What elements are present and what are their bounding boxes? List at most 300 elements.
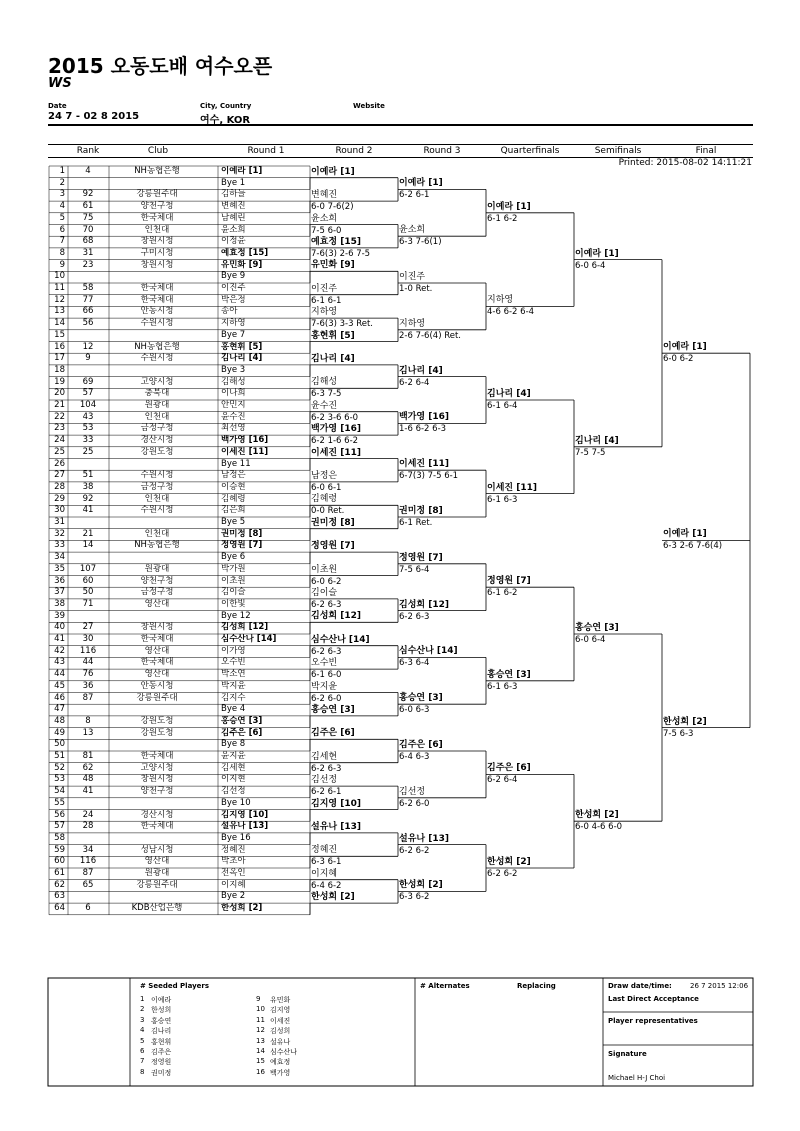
player-club: 양천구청	[140, 575, 174, 586]
player-rank: 69	[82, 376, 94, 387]
player-rank: 6	[85, 903, 91, 914]
player-rank: 61	[82, 201, 94, 212]
player-name: 박가원	[221, 563, 246, 574]
seed-player-name: 설유나	[270, 1037, 291, 1046]
player-rank: 62	[82, 762, 94, 773]
player-name: 예효정 [15]	[221, 247, 269, 258]
round3-score: 6-3 6-4	[399, 658, 430, 669]
seed-number: 1	[140, 995, 145, 1003]
draw-number: 11	[54, 283, 65, 293]
round3-player: 이세진 [11]	[399, 459, 449, 470]
round2-score: 7-6(3) 2-6 7-5	[311, 248, 371, 259]
draw-number: 63	[54, 891, 65, 902]
round2-player: 심수산나 [14]	[311, 634, 370, 645]
round3-player: 권미정 [8]	[399, 506, 443, 516]
semifinals-score: 6-0 6-4	[575, 260, 606, 271]
draw-number: 12	[54, 294, 65, 305]
player-rank: 30	[82, 634, 94, 644]
player-club: 인천대	[144, 224, 170, 235]
draw-number: 24	[54, 435, 65, 446]
player-name: 김혜령	[221, 493, 246, 504]
player-rank: 8	[85, 715, 91, 726]
seed-number: 9	[256, 995, 261, 1003]
player-rank: 41	[82, 786, 94, 797]
player-rank: 33	[82, 435, 94, 446]
round2-player: 박지윤	[311, 681, 338, 692]
round2-score: 6-1 6-0	[311, 670, 342, 681]
draw-number: 45	[54, 680, 65, 691]
round2-score: 6-3 7-5	[311, 389, 342, 400]
round2-player: 유민화 [9]	[311, 260, 355, 271]
round2-score: 6-2 6-3	[311, 646, 342, 657]
player-rank: 81	[82, 751, 94, 761]
round3-score: 2-6 7-6(4) Ret.	[399, 330, 461, 341]
player-name: 박은정	[221, 294, 246, 305]
round2-player: 이세진 [11]	[311, 447, 361, 458]
draw-number: 57	[54, 821, 65, 832]
player-rank: 14	[82, 540, 94, 551]
draw-number: 1	[59, 166, 65, 176]
player-rank: 12	[82, 341, 94, 352]
draw-number: 51	[54, 751, 65, 761]
round2-score: 6-2 6-3	[311, 599, 342, 610]
round2-player: 변혜진	[311, 190, 338, 201]
round3-score: 6-2 6-4	[399, 377, 430, 388]
player-club: 안동시청	[140, 680, 174, 691]
player-name: 김하늘	[221, 189, 246, 200]
quarterfinals-score: 6-1 6-3	[487, 494, 518, 505]
player-rank: 65	[82, 879, 94, 890]
player-rank: 57	[82, 388, 94, 399]
draw-number: 47	[54, 704, 65, 715]
player-name: 안민지	[221, 400, 246, 410]
seed-player-name: 이예라	[151, 996, 172, 1004]
player-name: Bye 10	[221, 797, 251, 808]
player-name: 김선정	[221, 786, 246, 797]
player-name: 김성희 [12]	[221, 622, 269, 633]
seed-player-name: 홍승연	[151, 1016, 172, 1025]
round3-player: 지하영	[399, 318, 426, 329]
round3-score: 6-2 6-1	[399, 190, 430, 201]
round2-score: 6-2 6-0	[311, 693, 342, 704]
player-rank: 66	[82, 306, 94, 317]
player-rank: 23	[82, 259, 94, 270]
seed-number: 15	[256, 1057, 265, 1066]
draw-number: 59	[54, 844, 65, 855]
round3-player: 김주은 [6]	[399, 740, 443, 750]
draw-number: 27	[54, 470, 65, 481]
quarterfinals-score: 6-1 6-2	[487, 588, 518, 599]
seed-player-name: 김성희	[270, 1027, 291, 1036]
player-name: Bye 5	[221, 517, 246, 527]
seed-number: 8	[140, 1067, 145, 1076]
round2-score: 6-2 6-3	[311, 763, 342, 774]
player-name: 지하영	[221, 318, 246, 329]
round3-score: 1-0 Ret.	[399, 284, 433, 294]
player-name: 박초아	[221, 856, 246, 867]
seed-player-name: 김지영	[270, 1006, 291, 1015]
player-club: 양천구청	[140, 201, 174, 212]
player-rank: 28	[82, 821, 94, 832]
round2-score: 6-3 6-1	[311, 857, 342, 868]
player-club: 창원시청	[140, 774, 174, 785]
player-rank: 76	[82, 669, 94, 680]
draw-number: 22	[54, 411, 65, 422]
city-label: City, Country	[200, 102, 252, 110]
player-name: 남정은	[221, 470, 246, 481]
draw-number: 21	[54, 400, 65, 410]
seed-number: 13	[256, 1036, 265, 1045]
player-name: 홍승연 [3]	[221, 715, 263, 726]
draw-number: 41	[54, 634, 65, 644]
round2-player: 김나리 [4]	[311, 353, 355, 364]
round2-player: 윤소희	[311, 213, 338, 224]
player-club: 창원시청	[140, 236, 174, 247]
player-name: 송아	[221, 306, 238, 317]
player-name: 이정윤	[221, 236, 246, 247]
draw-number: 36	[54, 575, 65, 586]
player-club: 영산대	[144, 669, 170, 680]
seed-player-name: 심수산나	[270, 1048, 298, 1056]
player-club: 강원도청	[140, 446, 174, 457]
player-rank: 41	[82, 505, 94, 516]
round3-player: 백가영 [16]	[399, 412, 449, 423]
player-name: 오수빈	[221, 657, 246, 668]
player-name: 김지영 [10]	[221, 809, 269, 820]
player-name: Bye 8	[221, 739, 246, 750]
draw-number: 28	[54, 481, 65, 492]
semifinals-player: 홍승연 [3]	[575, 623, 619, 633]
player-name: 윤수진	[221, 411, 246, 422]
round2-player: 윤수진	[311, 400, 338, 411]
draw-number: 37	[54, 587, 65, 598]
round2-player: 김선정	[311, 775, 338, 786]
draw-number: 29	[54, 493, 65, 504]
round3-player: 정영원 [7]	[399, 552, 443, 563]
player-club: 수원시청	[140, 505, 174, 516]
draw-number: 53	[54, 774, 65, 785]
draw-number: 44	[54, 669, 65, 680]
semifinals-score: 6-0 6-4	[575, 635, 606, 645]
round3-player: 설유나 [13]	[399, 833, 449, 844]
date-value: 24 7 - 02 8 2015	[48, 111, 140, 122]
player-club: NH농협은행	[134, 540, 180, 551]
player-club: 강릉원주대	[136, 189, 178, 200]
signature-value: Michael H-J Choi	[608, 1074, 666, 1082]
draw-number: 13	[54, 306, 65, 317]
player-club: 영산대	[144, 598, 170, 609]
player-club: 수원시청	[140, 318, 174, 329]
player-name: 김세현	[221, 762, 246, 773]
quarterfinals-score: 6-1 6-2	[487, 213, 518, 224]
player-rank: 92	[82, 493, 94, 504]
round2-player: 김지영 [10]	[311, 798, 361, 809]
seed-player-name: 유민화	[270, 996, 291, 1004]
player-rank: 4	[85, 166, 91, 176]
quarterfinals-score: 4-6 6-2 6-4	[487, 307, 535, 318]
player-club: 양천구청	[140, 786, 174, 797]
player-name: Bye 3	[221, 364, 246, 375]
quarterfinals-player: 김주은 [6]	[487, 763, 531, 774]
player-name: 이세진 [11]	[221, 446, 269, 457]
draw-number: 32	[54, 528, 65, 539]
player-rank: 56	[82, 318, 94, 329]
round2-player: 김세현	[311, 751, 338, 762]
player-name: Bye 1	[221, 177, 246, 188]
seeded-players-label: # Seeded Players	[140, 982, 210, 990]
round2-player: 홍승연 [3]	[311, 704, 355, 715]
round2-score: 6-4 6-2	[311, 880, 342, 891]
player-club: 금정구청	[140, 481, 174, 492]
seed-number: 5	[140, 1036, 145, 1045]
round3-score: 6-3 7-6(1)	[399, 237, 442, 248]
seed-number: 16	[256, 1067, 265, 1076]
player-club: NH농협은행	[134, 166, 180, 176]
player-name: Bye 4	[221, 704, 246, 715]
draw-number: 4	[59, 201, 65, 212]
player-name: Bye 12	[221, 610, 251, 621]
player-club: 한국체대	[140, 283, 174, 293]
quarterfinals-score: 6-1 6-4	[487, 401, 518, 411]
round3-player: 김나리 [4]	[399, 365, 443, 376]
semifinals-score: 6-0 4-6 6-0	[575, 822, 623, 833]
player-name: 김지수	[221, 692, 246, 703]
player-name: 권미정 [8]	[221, 528, 263, 539]
player-name: 이한빛	[221, 598, 246, 609]
quarterfinals-player: 정영원 [7]	[487, 576, 531, 587]
alternates-label: # Alternates	[420, 982, 470, 990]
col-round1: Round 1	[247, 146, 285, 156]
player-name: 김은희	[221, 505, 246, 516]
player-name: 윤소희	[221, 224, 246, 235]
draw-number: 55	[54, 797, 65, 808]
player-rank: 38	[82, 481, 94, 492]
player-club: 수원시청	[140, 353, 174, 364]
round3-score: 1-6 6-2 6-3	[399, 424, 447, 435]
col-final: Final	[695, 146, 717, 156]
replacing-label: Replacing	[517, 982, 556, 990]
seed-player-name: 정영원	[151, 1058, 172, 1067]
draw-number: 39	[54, 610, 65, 621]
city-value: 여수, KOR	[200, 115, 251, 126]
draw-number: 16	[54, 341, 65, 352]
quarterfinals-score: 6-1 6-3	[487, 681, 518, 692]
player-name: Bye 16	[221, 832, 251, 843]
player-club: 금정구청	[140, 423, 174, 434]
round2-player: 김주은 [6]	[311, 728, 355, 739]
draw-number: 19	[54, 376, 65, 387]
seed-player-name: 김주은	[151, 1048, 172, 1056]
draw-number: 40	[54, 622, 65, 633]
round3-score: 6-0 6-3	[399, 705, 430, 716]
player-representatives-label: Player representatives	[608, 1017, 698, 1025]
draw-number: 31	[54, 517, 65, 527]
player-rank: 116	[79, 856, 97, 867]
player-rank: 71	[82, 598, 94, 609]
player-club: 창원시청	[140, 622, 174, 633]
player-rank: 51	[82, 470, 94, 481]
player-club: 경산시청	[140, 435, 174, 446]
player-club: 한국체대	[140, 294, 174, 305]
player-name: 백가영 [16]	[221, 435, 269, 446]
date-label: Date	[48, 102, 67, 110]
draw-number: 49	[54, 727, 65, 738]
player-rank: 24	[82, 809, 94, 820]
player-rank: 87	[82, 868, 94, 878]
draw-number: 61	[54, 868, 65, 878]
quarterfinals-player: 김나리 [4]	[487, 389, 531, 399]
seed-number: 10	[256, 1005, 265, 1014]
player-rank: 53	[82, 423, 94, 434]
quarterfinals-player: 지하영	[487, 295, 514, 306]
player-name: 전옥인	[221, 868, 246, 878]
quarterfinals-score: 6-2 6-2	[487, 869, 518, 879]
player-rank: 25	[82, 446, 94, 457]
quarterfinals-player: 홍승연 [3]	[487, 669, 531, 680]
player-club: 강릉원주대	[136, 692, 178, 703]
player-club: NH농협은행	[134, 341, 180, 352]
player-club: 강원도청	[140, 727, 174, 738]
player-name: 변혜진	[221, 201, 246, 212]
player-name: Bye 11	[221, 458, 251, 469]
round3-player: 한성희 [2]	[399, 880, 443, 891]
quarterfinals-score: 6-2 6-4	[487, 775, 518, 786]
draw-number: 50	[54, 739, 65, 750]
player-name: 유민화 [9]	[221, 259, 263, 270]
quarterfinals-player: 이예라 [1]	[487, 201, 531, 212]
player-name: 남혜린	[221, 212, 246, 223]
round2-player: 정혜진	[311, 845, 338, 856]
player-rank: 21	[82, 528, 94, 539]
player-name: Bye 2	[221, 891, 246, 902]
player-rank: 77	[82, 294, 94, 305]
player-rank: 13	[82, 727, 94, 738]
player-name: Bye 6	[221, 552, 246, 563]
seed-player-name: 한성희	[151, 1006, 172, 1015]
seed-number: 14	[256, 1047, 265, 1055]
round2-player: 오수빈	[311, 658, 338, 669]
col-round2: Round 2	[335, 146, 373, 156]
player-club: 안동시청	[140, 306, 174, 317]
player-club: 인천대	[144, 411, 170, 422]
player-name: 정영원 [7]	[221, 540, 263, 551]
draw-number: 25	[54, 446, 65, 457]
round3-player: 윤소희	[399, 225, 426, 236]
seed-number: 11	[256, 1015, 265, 1024]
player-name: 최선영	[221, 423, 246, 434]
draw-number: 10	[54, 271, 65, 282]
round2-player: 정영원 [7]	[311, 541, 355, 552]
round2-player: 김해성	[311, 377, 338, 388]
player-club: 인천대	[144, 528, 170, 539]
player-club: 충북대	[144, 388, 170, 399]
player-club: 강원도청	[140, 715, 174, 726]
player-name: 이지혜	[221, 879, 246, 890]
website-label: Website	[353, 102, 385, 110]
player-club: 영산대	[144, 645, 170, 656]
round2-player: 이초원	[311, 564, 338, 575]
player-name: 홍현휘 [5]	[221, 341, 263, 352]
seed-number: 3	[140, 1015, 145, 1024]
player-club: 원광대	[144, 868, 170, 878]
draw-number: 3	[59, 189, 65, 200]
draw-number: 26	[54, 458, 65, 469]
player-rank: 58	[82, 283, 94, 293]
player-rank: 44	[82, 657, 94, 668]
player-club: 원광대	[144, 400, 170, 410]
player-name: Bye 9	[221, 271, 246, 282]
player-club: 경산시청	[140, 809, 174, 820]
player-club: 한국체대	[140, 751, 174, 761]
player-name: 윤지윤	[221, 751, 246, 761]
seed-player-name: 예효정	[270, 1058, 291, 1067]
champion-score: 6-3 2-6 7-6(4)	[663, 541, 723, 552]
round2-player: 이진주	[311, 283, 338, 294]
player-rank: 50	[82, 587, 94, 598]
draw-number: 42	[54, 645, 65, 656]
player-club: 인천대	[144, 493, 170, 504]
player-name: 이지현	[221, 774, 246, 785]
player-name: 설유나 [13]	[221, 821, 269, 832]
player-club: 원광대	[144, 563, 170, 574]
player-rank: 9	[85, 353, 91, 364]
draw-number: 8	[59, 247, 65, 258]
player-name: 박소연	[221, 669, 246, 680]
round3-score: 6-4 6-3	[399, 752, 430, 762]
tournament-title: 2015 오동도배 여수오픈	[48, 54, 273, 78]
player-rank: 87	[82, 692, 94, 703]
round3-player: 이예라 [1]	[399, 178, 443, 189]
seed-number: 12	[256, 1026, 265, 1035]
quarterfinals-player: 한성희 [2]	[487, 857, 531, 867]
semifinals-player: 김나리 [4]	[575, 435, 619, 446]
round2-player: 백가영 [16]	[311, 424, 361, 435]
seed-number: 4	[140, 1026, 145, 1035]
round3-player: 김선정	[399, 786, 426, 797]
round2-player: 지하영	[311, 307, 338, 318]
round2-score: 6-0 6-1	[311, 482, 342, 493]
draw-number: 48	[54, 715, 65, 726]
draw-number: 18	[54, 364, 65, 375]
draw-number: 35	[54, 563, 65, 574]
draw-number: 34	[54, 552, 65, 563]
player-name: 이나희	[221, 388, 246, 399]
player-name: 정혜진	[221, 844, 246, 855]
draw-number: 60	[54, 856, 65, 867]
draw-number: 7	[59, 236, 65, 247]
round2-score: 6-1 6-1	[311, 295, 342, 306]
player-rank: 92	[82, 189, 94, 200]
player-club: 금정구청	[140, 587, 174, 598]
draw-date-label: Draw date/time:	[608, 982, 672, 990]
signature-label: Signature	[608, 1050, 647, 1058]
draw-number: 46	[54, 692, 65, 703]
round2-player: 예효정 [15]	[311, 236, 361, 247]
draw-number: 30	[54, 505, 65, 516]
round3-score: 6-1 Ret.	[399, 518, 433, 528]
draw-date-value: 26 7 2015 12:06	[690, 982, 749, 990]
seed-player-name: 백가영	[270, 1068, 291, 1077]
draw-number: 33	[54, 540, 65, 551]
draw-number: 9	[59, 259, 65, 270]
round3-score: 7-5 6-4	[399, 564, 430, 575]
player-rank: 27	[82, 622, 94, 633]
draw-number: 38	[54, 598, 65, 609]
round3-score: 6-7(3) 7-5 6-1	[399, 471, 459, 482]
round2-player: 권미정 [8]	[311, 517, 355, 528]
player-club: 한국체대	[140, 212, 174, 223]
player-rank: 34	[82, 844, 94, 855]
